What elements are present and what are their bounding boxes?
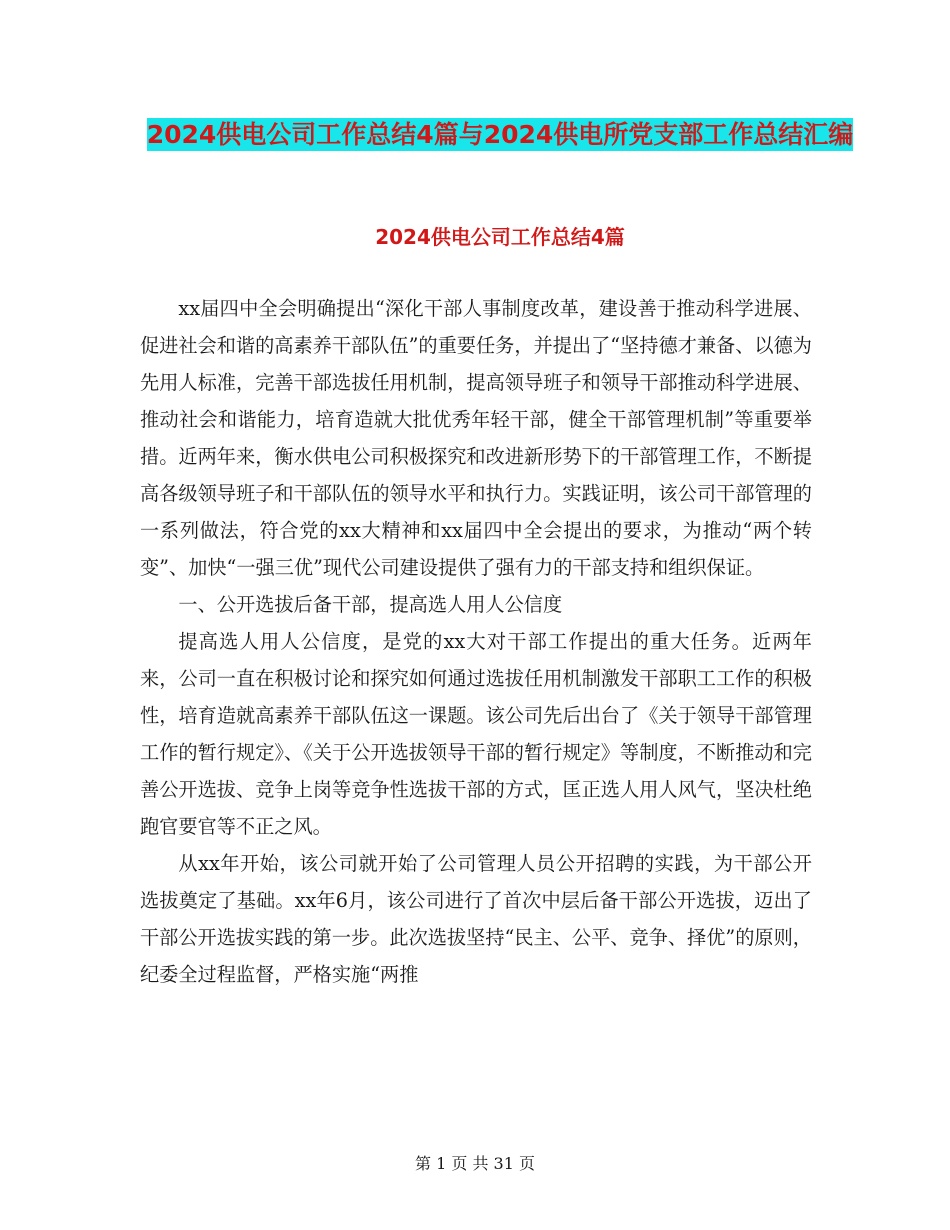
paragraph: 从xx年开始，该公司就开始了公司管理人员公开招聘的实践，为干部公开选拔奠定了基础。xx年6月，该公司进行了首次中层后备干部公开选拔，迈出了干部公开选拔实践的第一步。此次选拔坚持“民主、公平、竞争、择优”的原则，纪委全过程监督，严格实施“两推 — [140, 852, 812, 986]
section-heading: 一、公开选拔后备干部，提高选人用人公信度 — [178, 593, 563, 616]
paragraph: xx届四中全会明确提出“深化干部人事制度改革，建设善于推动科学进展、促进社会和谐的高素养干部队伍”的重要任务，并提出了“坚持德才兼备、以德为先用人标准，完善干部选拔任用机制，提高领导班子和领导干部推动科学进展、推动社会和谐能力，培育造就大批优秀年轻干部，健全干部管理机制”等重要举措。近两年来，衡水供电公司积极探究和改进新形势下的干部管理工作，不断提高各级领导班子和干部队伍的领导水平和执行力。实践证明，该公司干部管理的一系列做法，符合党的xx大精神和xx届四中全会提出的要求，为推动“两个转变”、加快“一强三优”现代公司建设提供了强有力的干部支持和组织保证。 — [140, 297, 812, 579]
body-text — [140, 290, 812, 993]
page-footer: 第 1 页 共 31 页 — [415, 1154, 535, 1173]
document-title-text: 2024供电公司工作总结4篇与2024供电所党支部工作总结汇编 — [146, 120, 854, 149]
paragraph: 提高选人用人公信度，是党的xx大对干部工作提出的重大任务。近两年来，公司一直在积极讨论和探究如何通过选拔任用机制激发干部职工工作的积极性，培育造就高素养干部队伍这一课题。该公司先后出台了《关于领导干部管理工作的暂行规定》、《关于公开选拔领导干部的暂行规定》等制度，不断推动和完善公开选拔、竞争上岗等竞争性选拔干部的方式，匡正选人用人风气，坚决杜绝跑官要官等不正之风。 — [140, 630, 812, 838]
section-title: 2024供电公司工作总结4篇 — [375, 225, 625, 249]
document-title — [140, 112, 860, 158]
